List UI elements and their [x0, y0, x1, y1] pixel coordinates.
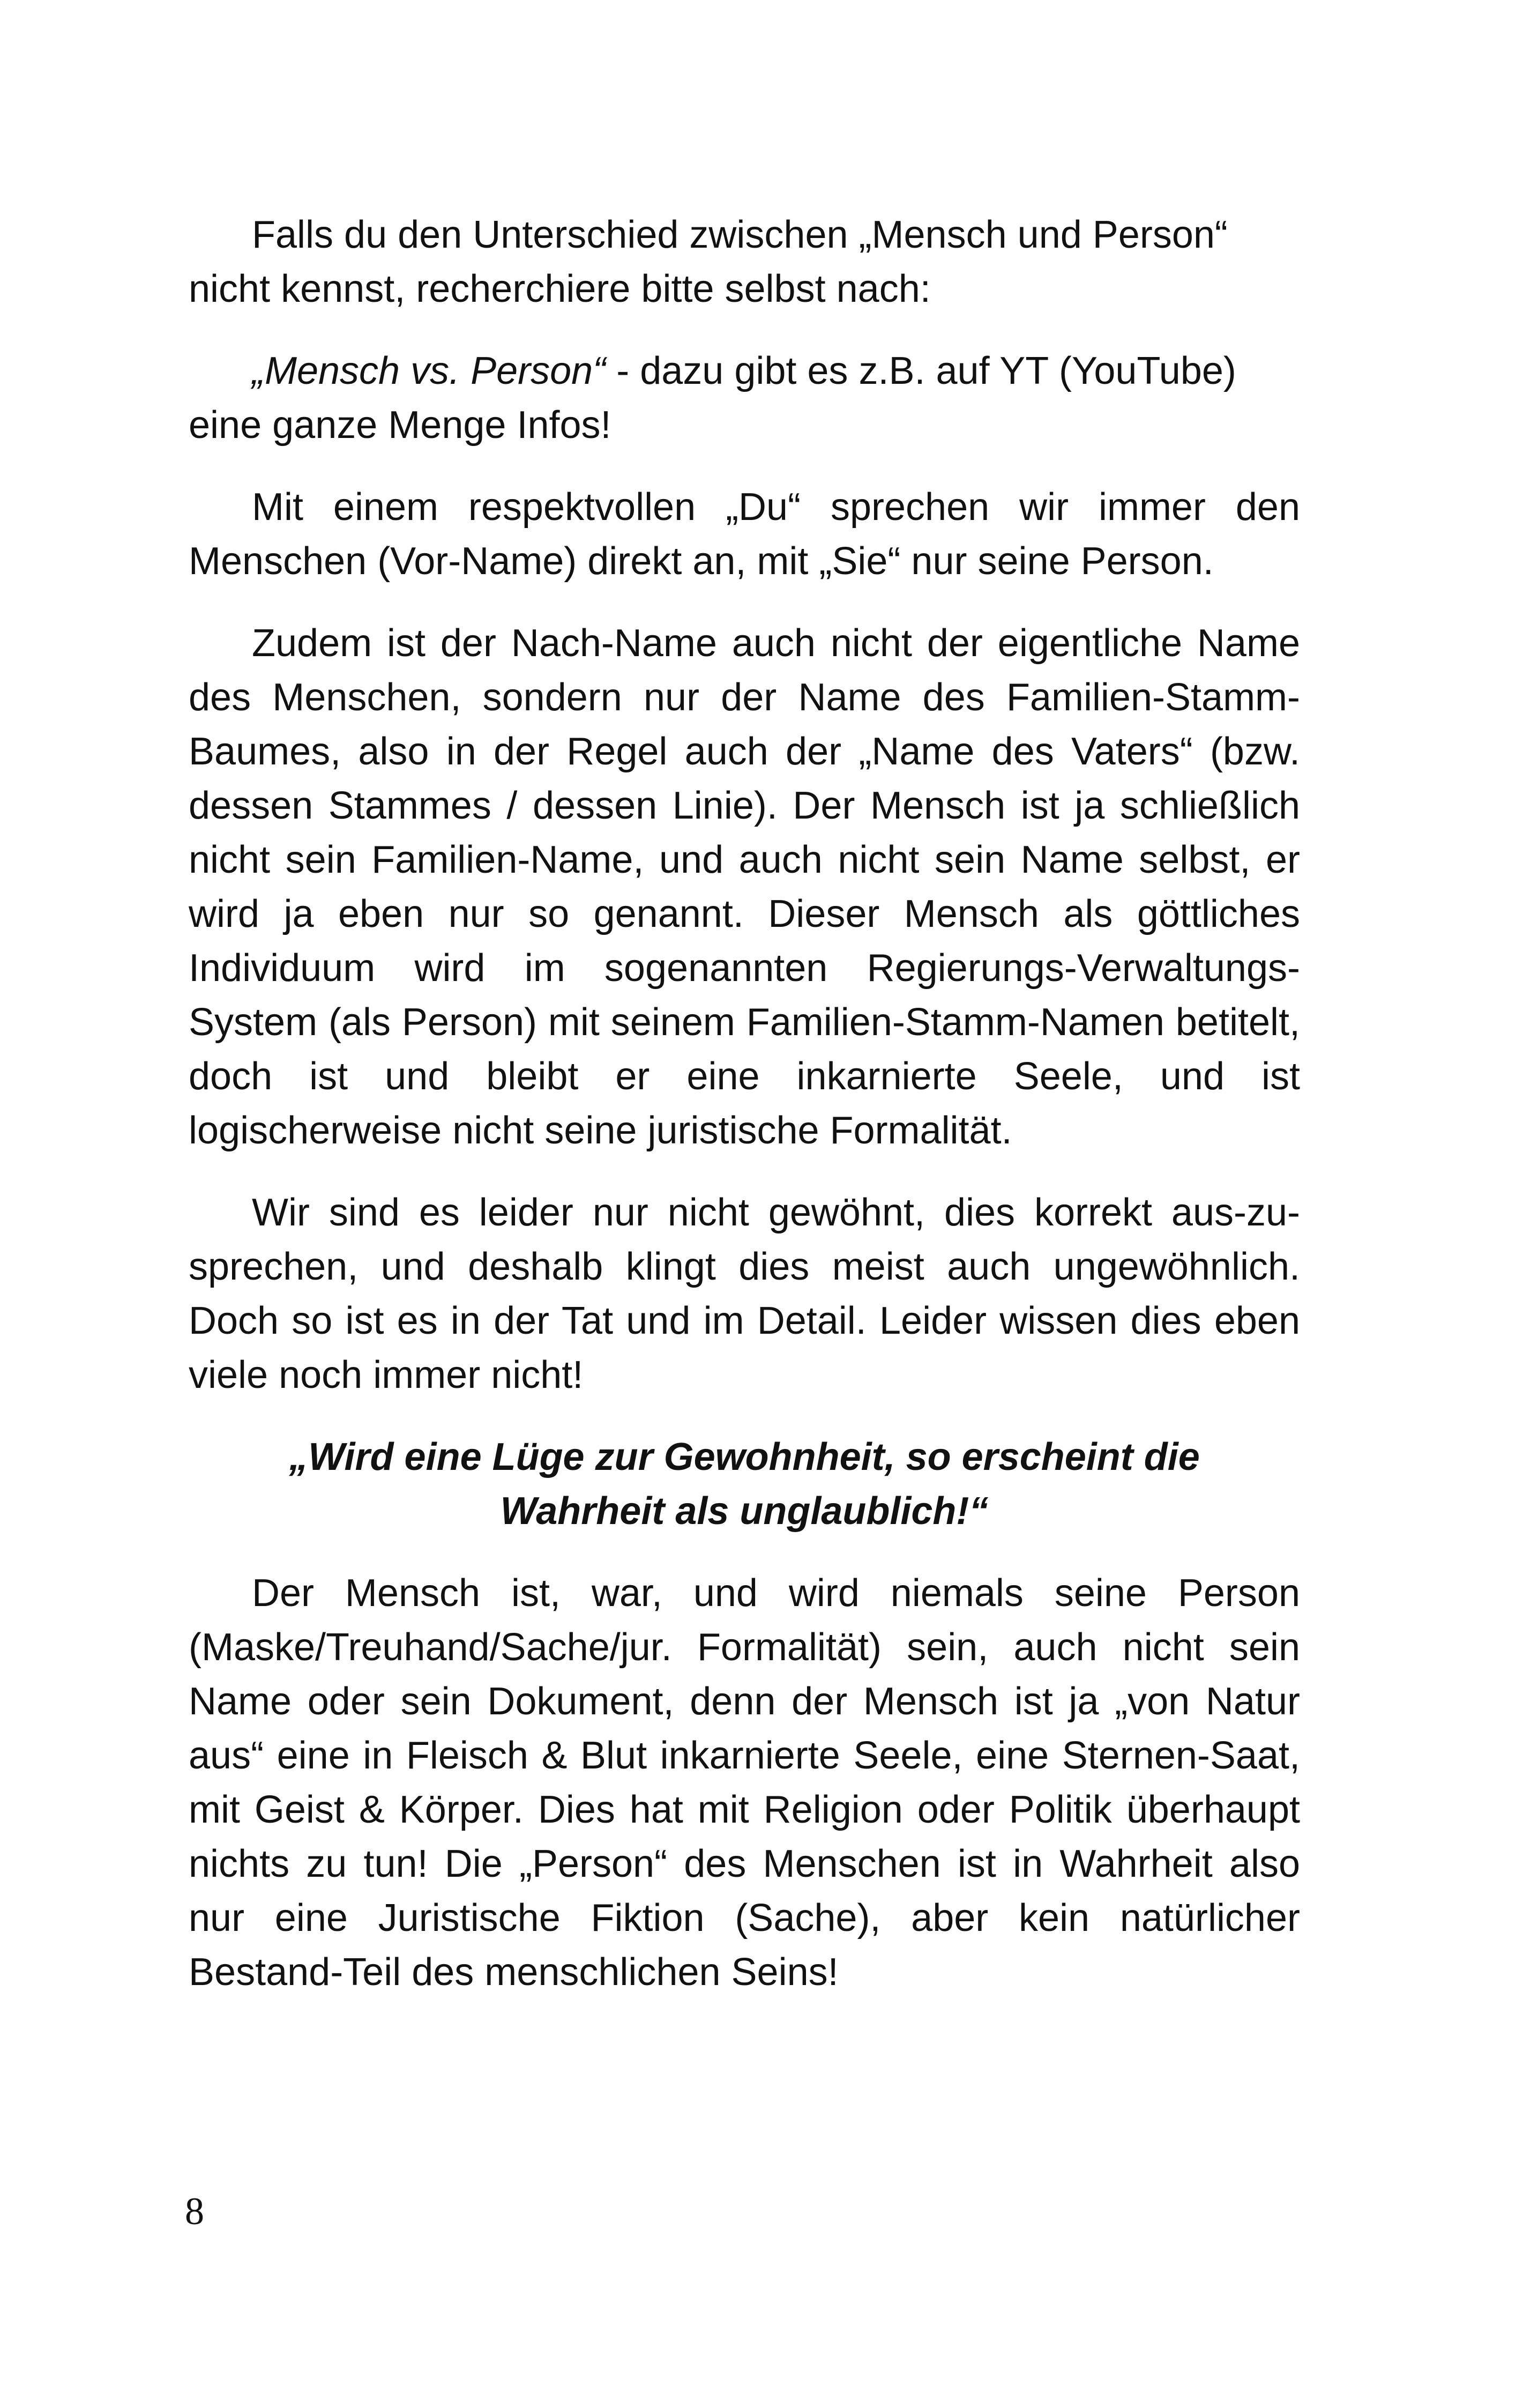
quote-line-2: Wahrheit als unglaublich!“ [500, 1490, 989, 1533]
paragraph-4: Zudem ist der Nach-Name auch nicht der eigentliche Name des Menschen, sondern nur der Name des Familien-Stamm-Baumes, also in der Regel auch der „Name des Vaters“ (bzw. dessen Stammes / dessen Linie). Der Mensch ist ja schließlich nicht sein Familien-Name, und auch nicht sein Name selbst, er wird ja eben nur so genannt. Dieser Mensch als göttliches Individuum wird im sogenannten Regierungs-Verwaltungs-System (als Person) mit seinem Familien-Stamm-Namen betitelt, doch ist und bleibt er eine inkarnierte Seele, und ist logischerweise nicht seine juristische Formalität. [189, 622, 1300, 1152]
highlighted-quote [189, 1430, 1300, 1539]
paragraph-2-rest: - dazu gibt es z.B. auf YT (YouTube) eine ganze Menge Infos! [189, 350, 1236, 447]
paragraph-5: Wir sind es leider nur nicht gewöhnt, dies korrekt aus-zu-sprechen, und deshalb klingt dies meist auch ungewöhnlich. Doch so ist es in der Tat und im Detail. Leider wissen dies eben viele noch immer nicht! [189, 1191, 1300, 1396]
paragraph-3: Mit einem respektvollen „Du“ sprechen wir immer den Menschen (Vor-Name) direkt an, mit „Sie“ nur seine Person. [189, 486, 1300, 583]
paragraph-2 [189, 344, 1300, 452]
quote-line-1: „Wird eine Lüge zur Gewohnheit, so erscheint die [289, 1436, 1200, 1478]
paragraph-1: Falls du den Unterschied zwischen „Mensch und Person“ nicht kennst, recherchiere bitte selbst nach: [189, 213, 1228, 310]
paragraph-6: Der Mensch ist, war, und wird niemals seine Person (Maske/Treuhand/Sache/jur. Formalität) sein, auch nicht sein Name oder sein Dokument, denn der Mensch ist ja „von Natur aus“ eine in Fleisch & Blut inkarnierte Seele, eine Sternen-Saat, mit Geist & Körper. Dies hat mit Religion oder Politik überhaupt nichts zu tun! Die „Person“ des Menschen ist in Wahrheit also nur eine Juristische Fiktion (Sache), aber kein natürlicher Bestand-Teil des menschlichen Seins! [189, 1572, 1300, 1994]
page-number: 8 [185, 2190, 204, 2233]
body-text [189, 208, 1300, 2027]
paragraph-2-italic-phrase: „Mensch vs. Person“ [252, 350, 606, 392]
